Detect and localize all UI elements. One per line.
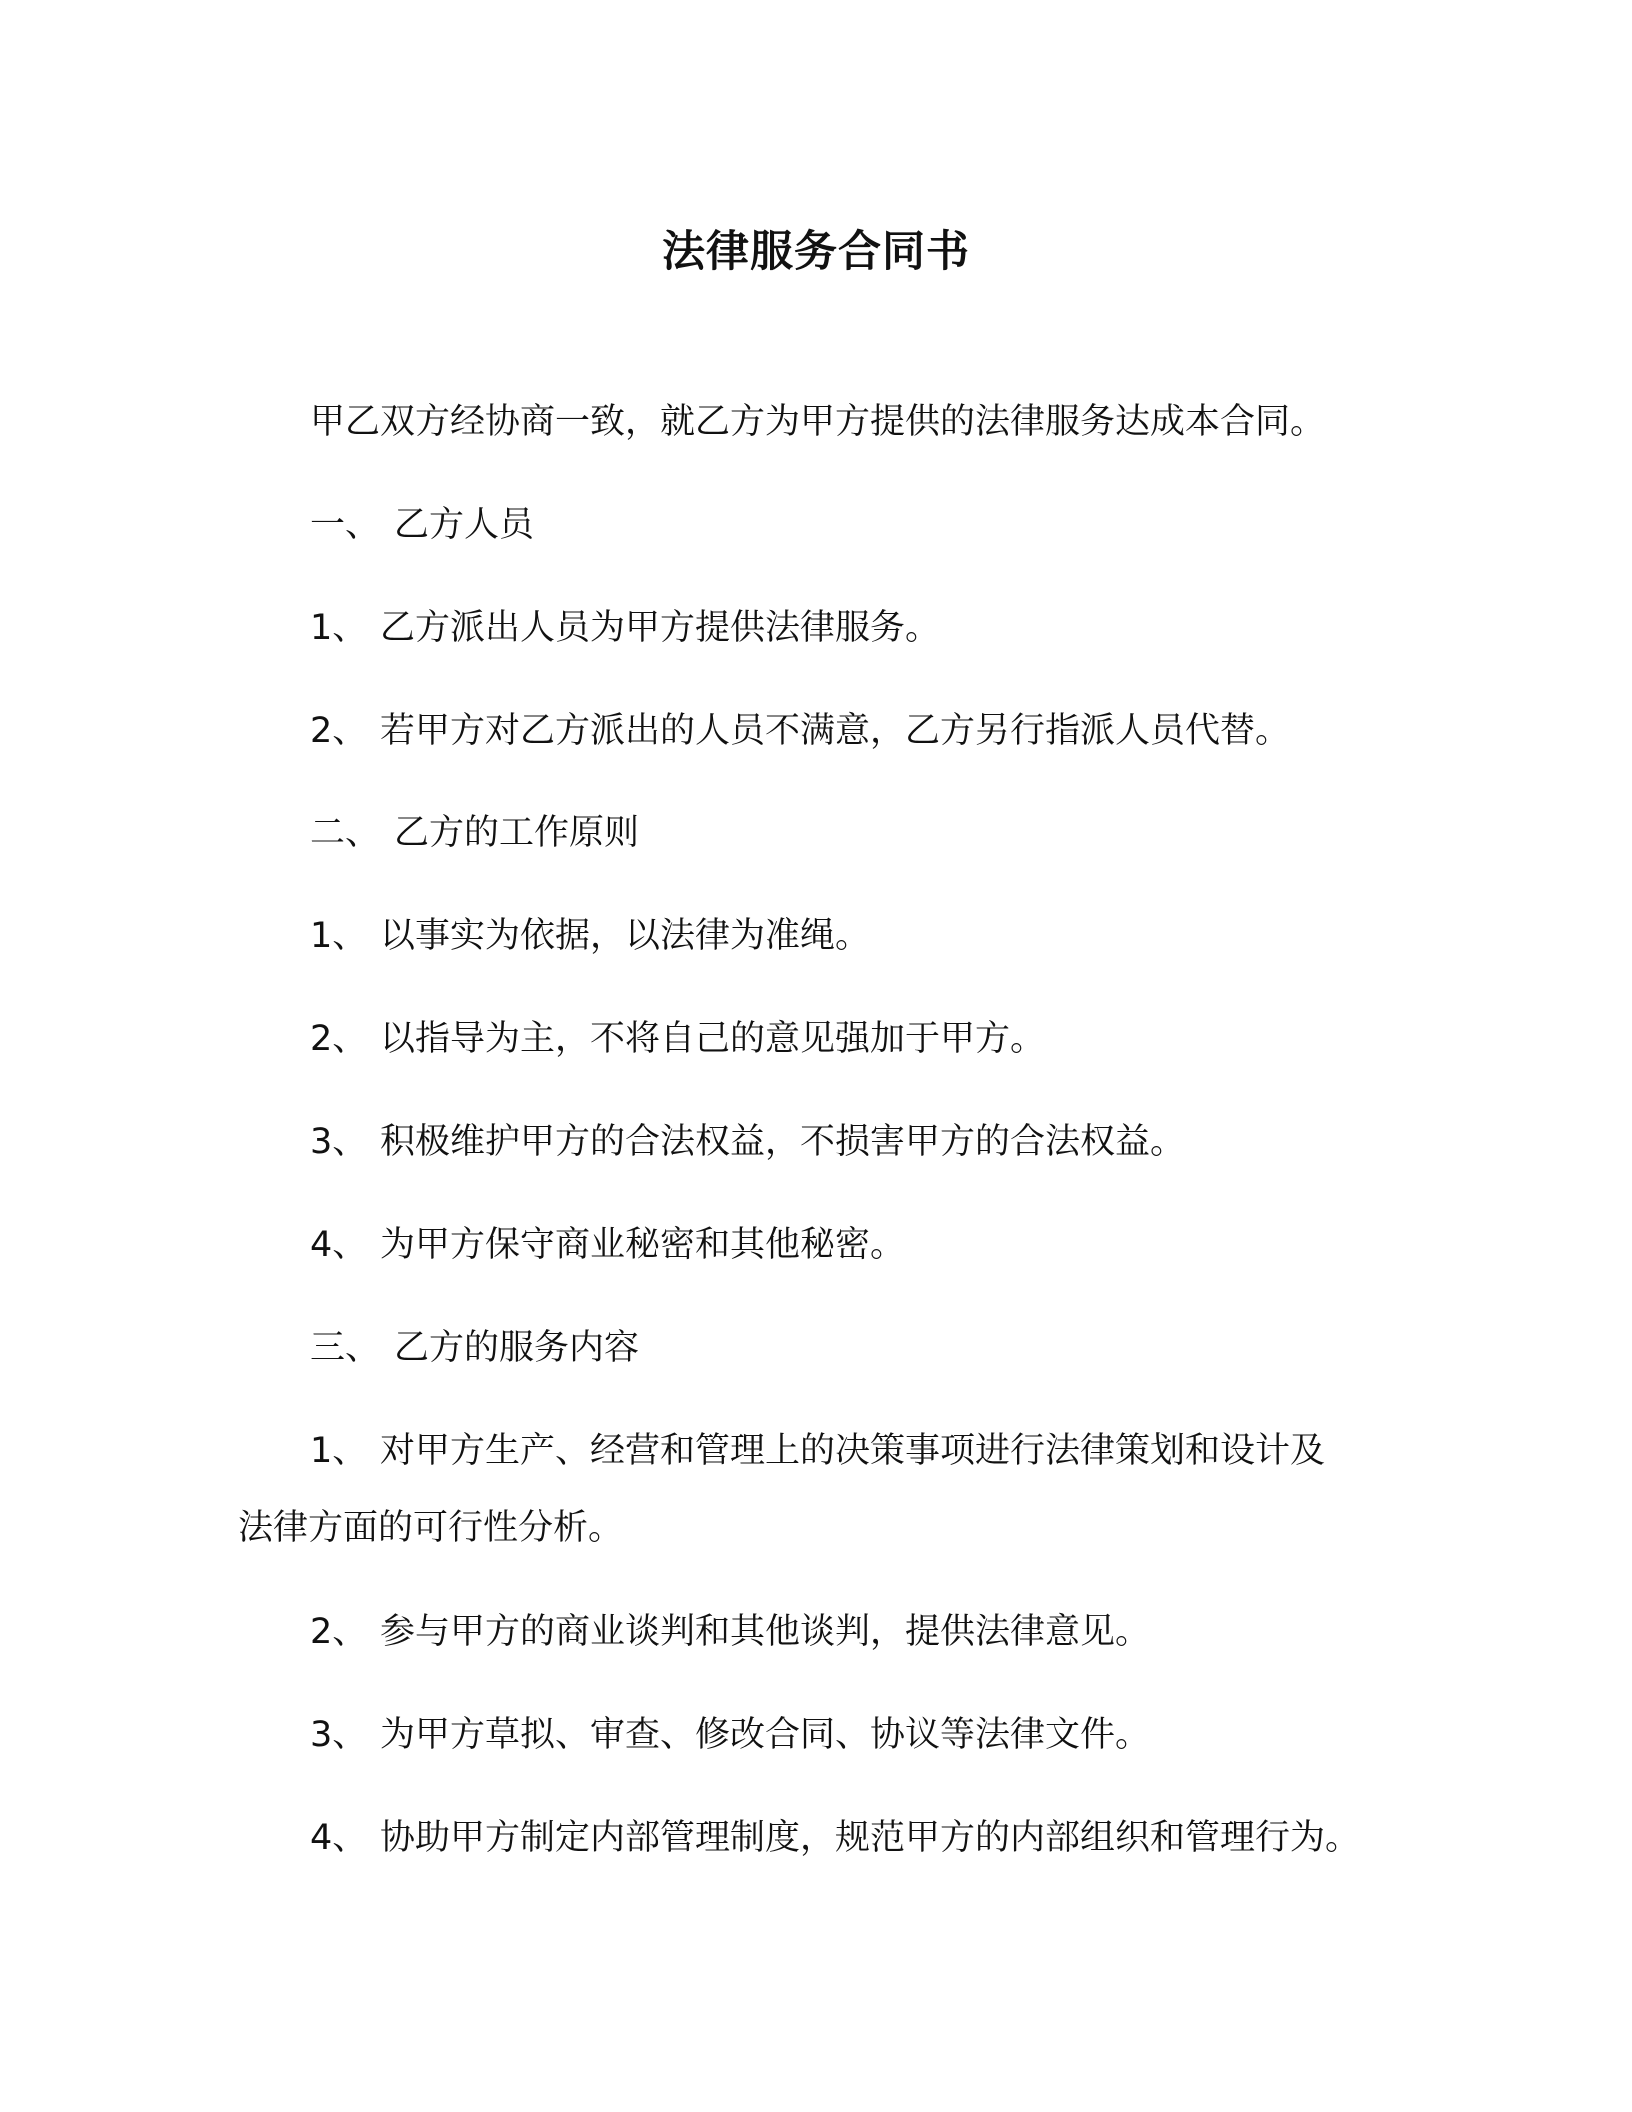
list-item [310,911,870,961]
document-title: 法律服务合同书 [662,227,970,277]
list-item [310,1220,905,1270]
item-text: 乙方派出人员为甲方提供法律服务。 [380,608,941,648]
item-number: 1、 [310,608,368,648]
item-text: 为甲方草拟、审查、修改合同、协议等法律文件。 [380,1715,1151,1755]
list-item-continuation: 法律方面的可行性分析。 [238,1508,624,1548]
item-text: 对甲方生产、经营和管理上的决策事项进行法律策划和设计及 [380,1431,1326,1471]
section-number: 二、 [310,813,381,853]
item-text: 为甲方保守商业秘密和其他秘密。 [380,1225,906,1265]
item-number: 2、 [310,1019,368,1059]
list-item [310,1710,1150,1760]
section-number: 一、 [310,505,381,545]
list-item [310,706,1290,756]
section-title: 乙方人员 [394,505,535,545]
item-text: 以事实为依据，以法律为准绳。 [380,916,871,956]
list-item [310,1607,1150,1657]
item-text: 参与甲方的商业谈判和其他谈判，提供法律意见。 [380,1612,1151,1652]
item-text: 协助甲方制定内部管理制度，规范甲方的内部组织和管理行为。 [380,1818,1361,1858]
list-item [310,603,940,653]
section-title: 乙方的服务内容 [394,1328,640,1368]
item-number: 4、 [310,1818,368,1858]
item-number: 1、 [310,1431,368,1471]
item-number: 3、 [310,1122,368,1162]
item-number: 2、 [310,711,368,751]
section-title: 乙方的工作原则 [394,813,640,853]
item-number: 3、 [310,1715,368,1755]
list-item [310,1426,1325,1476]
item-text: 若甲方对乙方派出的人员不满意，乙方另行指派人员代替。 [380,711,1291,751]
item-text: 积极维护甲方的合法权益，不损害甲方的合法权益。 [380,1122,1186,1162]
section-number: 三、 [310,1328,381,1368]
section-heading [310,500,534,550]
item-number: 4、 [310,1225,368,1265]
item-number: 1、 [310,916,368,956]
item-number: 2、 [310,1612,368,1652]
list-item [310,1014,1045,1064]
intro-paragraph: 甲乙双方经协商一致，就乙方为甲方提供的法律服务达成本合同。 [310,402,1326,442]
list-item [310,1117,1185,1167]
section-heading [310,808,639,858]
section-heading [310,1323,639,1373]
list-item [310,1813,1360,1863]
item-text: 以指导为主，不将自己的意见强加于甲方。 [380,1019,1046,1059]
